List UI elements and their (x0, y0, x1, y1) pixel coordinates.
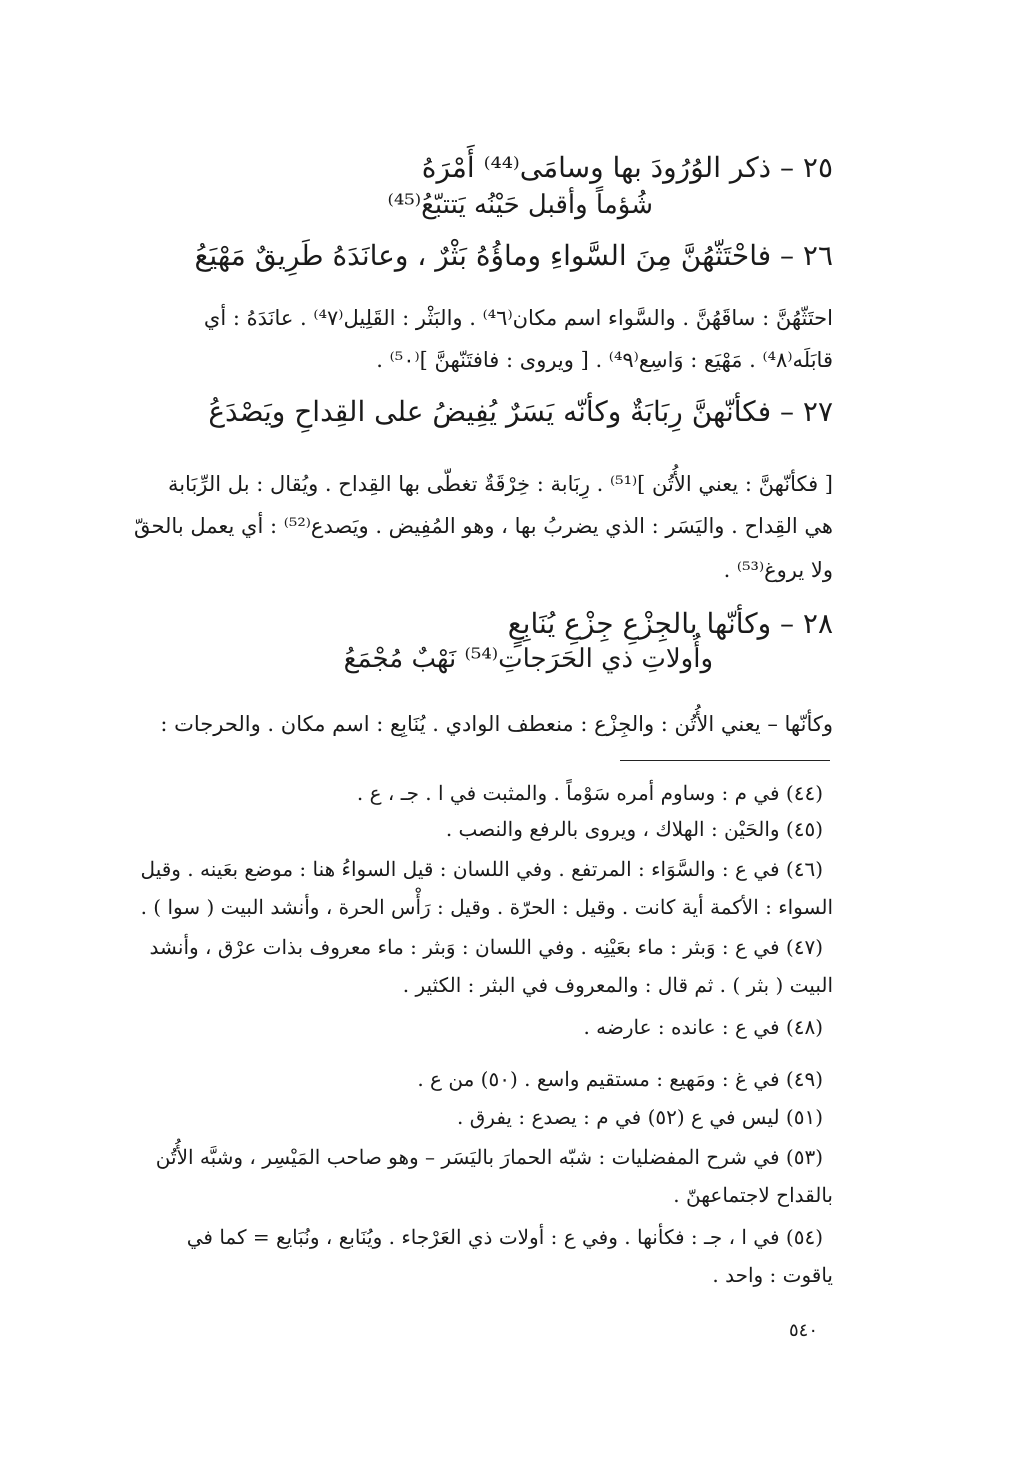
footnote-46-line1: (٤٦) في ع : والسَّوَاء : المرتفع . وفي اللسان : قيل السواءُ هنا : موضع بعَينه . وقيل (140, 857, 823, 881)
verse-26: ٢٦ – فاحْتَثّهُنَّ مِنَ السَّواءِ وماؤُهُ بَثْرٌ ، وعانَدَهُ طَرِيقٌ مَهْيَعُ (194, 239, 833, 272)
footnote-49-50: (٤٩) في غ : ومَهيع : مستقيم واسع . (٥٠) من ع . (417, 1067, 823, 1091)
footnote-separator (620, 760, 830, 761)
footnote-51-52: (٥١) ليس في ع (٥٢) في م : يصدع : يفرق . (457, 1105, 823, 1129)
verse-25-line2: شُؤماً وأقبل حَيْنُه يَتتبّعُ⁽⁴⁵⁾ (387, 190, 653, 220)
commentary-26-line1: احتَثّهُنَّ : ساقَهُنَّ . والسَّواء اسم مكان⁽⁴٦⁾ . والبَثْر : القَلِيل⁽⁴٧⁾ . عانَدَهُ : أي (203, 306, 833, 330)
page-number: ٥٤٠ (788, 1320, 818, 1341)
verse-28-line1: ٢٨ – وكأنّها بالجِزْعِ جِزْعِ يُنَابِعٍ (507, 607, 833, 640)
footnote-54-line1: (٥٤) في ا ، جـ : فكأنها . وفي ع : أولات ذي العَرْجاء . ويُنَابع ، ونُبَايع = كما في (186, 1225, 823, 1249)
commentary-27-line2: هي القِداح . واليَسَر : الذي يضربُ بها ، وهو المُفِيض . ويَصدع⁽⁵²⁾ : أي يعمل بالحقّ (133, 514, 833, 538)
footnote-47-line2: البيت ( بثر ) . ثم قال : والمعروف في البثر : الكثير . (402, 973, 833, 997)
commentary-26-line2: قابَلَه⁽⁴٨⁾ . مَهْيَع : وَاسِع⁽⁴٩⁾ . [ ويروى : فافتَنّهنَّ ]⁽⁵٠⁾ . (376, 348, 833, 372)
verse-27: ٢٧ – فكأنّهنَّ رِبَابَةٌ وكأنّه يَسَرٌ يُفِيضُ على القِداحِ ويَصْدَعُ (208, 395, 833, 428)
footnote-53-line1: (٥٣) في شرح المفضليات : شبّه الحمارَ باليَسَر – وهو صاحب المَيْسِر ، وشبَّه الأُتُن (155, 1145, 823, 1169)
footnote-48: (٤٨) في ع : عانده : عارضه . (583, 1015, 823, 1039)
commentary-27-line1: [ فكأنّهنَّ : يعني الأُتُن ]⁽⁵¹⁾ . رِبَابة : خِرْقَةٌ تغطّى بها القِداح . ويُقال : بل الرِّبَابة (167, 472, 833, 496)
verse-28-line2: وأُولاتِ ذي الحَرَجاتِ⁽⁵⁴⁾ نَهْبٌ مُجْمَعُ (343, 644, 713, 674)
commentary-27-line3: ولا يروغ⁽⁵³⁾ . (723, 558, 833, 582)
footnote-46-line2: السواء : الأكمة أية كانت . وقيل : الحرّة . وقيل : رَأْس الحرة ، وأنشد البيت ( سوا ) . (140, 895, 833, 919)
footnote-45: (٤٥) والحَيْن : الهلاك ، ويروى بالرفع والنصب . (445, 817, 823, 841)
commentary-28-line1: وكأنّها – يعني الأُتُن : والجِزْع : منعطف الوادي . يُنَابِع : اسم مكان . والحرجات : (160, 712, 833, 736)
verse-25-line1: ٢٥ – ذكر الوُرُودَ بها وسامَى⁽⁴⁴⁾ أَمْرَهُ (421, 151, 833, 184)
footnote-54-line2: ياقوت : واحد . (712, 1263, 833, 1287)
footnote-47-line1: (٤٧) في ع : وَبثر : ماء بعَيْنِه . وفي اللسان : وَبثر : ماء معروف بذات عرْق ، وأنشد (149, 935, 823, 959)
footnote-44: (٤٤) في م : وساوم أمره سَوْماً . والمثبت في ا . جـ ، ع . (356, 781, 823, 805)
footnote-53-line2: بالقداح لاجتماعهنّ . (673, 1183, 833, 1207)
